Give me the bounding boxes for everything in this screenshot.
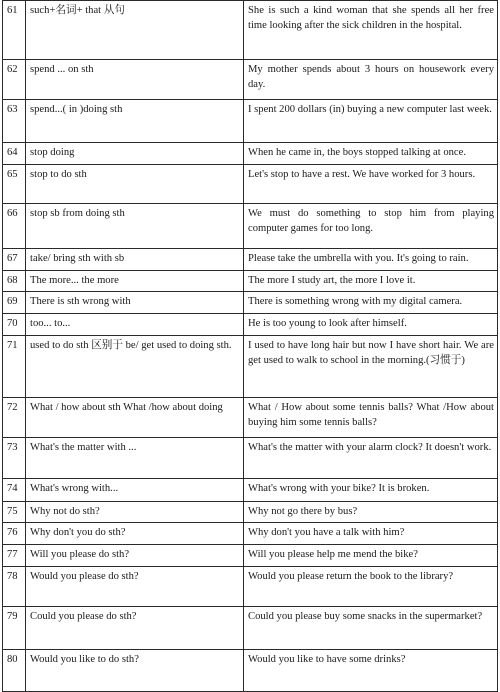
row-number: 80 (3, 650, 26, 692)
example-cell: There is something wrong with my digital camera. (244, 292, 498, 314)
phrase-cell: Will you please do sth? (26, 545, 244, 567)
row-number: 63 (3, 100, 26, 143)
row-number: 67 (3, 249, 26, 271)
row-number: 68 (3, 271, 26, 292)
table-row (3, 100, 498, 143)
example-cell: Why don't you have a talk with him? (244, 523, 498, 545)
table-row (3, 60, 498, 100)
table-row (3, 271, 498, 292)
example-cell: My mother spends about 3 hours on housework every day. (244, 60, 498, 100)
table-row (3, 249, 498, 271)
phrase-cell: Would you please do sth? (26, 567, 244, 607)
example-cell: We must do something to stop him from playing computer games for too long. (244, 204, 498, 249)
row-number: 71 (3, 336, 26, 398)
row-number: 72 (3, 398, 26, 438)
example-cell: The more I study art, the more I love it. (244, 271, 498, 292)
table-row (3, 650, 498, 692)
phrase-cell: such+名词+ that 从句 (26, 1, 244, 60)
phrase-cell: used to do sth 区别于 be/ get used to doing sth. (26, 336, 244, 398)
phrase-cell: stop to do sth (26, 165, 244, 204)
example-cell: What's wrong with your bike? It is broken. (244, 479, 498, 502)
row-number: 79 (3, 607, 26, 650)
row-number: 75 (3, 502, 26, 523)
phrase-cell: Why not do sth? (26, 502, 244, 523)
table-row (3, 398, 498, 438)
table-row (3, 336, 498, 398)
table-row (3, 567, 498, 607)
table-row (3, 502, 498, 523)
example-cell: Will you please help me mend the bike? (244, 545, 498, 567)
row-number: 62 (3, 60, 26, 100)
row-number: 65 (3, 165, 26, 204)
row-number: 69 (3, 292, 26, 314)
row-number: 66 (3, 204, 26, 249)
example-cell: What's the matter with your alarm clock? It doesn't work. (244, 438, 498, 479)
phrase-cell: stop doing (26, 143, 244, 165)
table-row (3, 314, 498, 336)
table-row (3, 143, 498, 165)
example-cell: Would you please return the book to the library? (244, 567, 498, 607)
phrase-cell: What / how about sth What /how about doing (26, 398, 244, 438)
example-cell: When he came in, the boys stopped talking at once. (244, 143, 498, 165)
row-number: 64 (3, 143, 26, 165)
example-cell: I spent 200 dollars (in) buying a new computer last week. (244, 100, 498, 143)
row-number: 73 (3, 438, 26, 479)
table-row (3, 523, 498, 545)
row-number: 77 (3, 545, 26, 567)
example-cell: She is such a kind woman that she spends all her free time looking after the sick children in the hospital. (244, 1, 498, 60)
phrase-table (2, 0, 498, 692)
example-cell: Please take the umbrella with you. It's going to rain. (244, 249, 498, 271)
row-number: 76 (3, 523, 26, 545)
example-cell: Would you like to have some drinks? (244, 650, 498, 692)
phrase-cell: What's wrong with... (26, 479, 244, 502)
phrase-cell: spend...( in )doing sth (26, 100, 244, 143)
phrase-cell: What's the matter with ... (26, 438, 244, 479)
phrase-cell: Could you please do sth? (26, 607, 244, 650)
row-number: 70 (3, 314, 26, 336)
phrase-cell: There is sth wrong with (26, 292, 244, 314)
phrase-cell: The more... the more (26, 271, 244, 292)
row-number: 78 (3, 567, 26, 607)
example-cell: Could you please buy some snacks in the supermarket? (244, 607, 498, 650)
phrase-cell: too... to... (26, 314, 244, 336)
phrase-cell: stop sb from doing sth (26, 204, 244, 249)
example-cell: Why not go there by bus? (244, 502, 498, 523)
phrase-cell: Why don't you do sth? (26, 523, 244, 545)
table-row (3, 545, 498, 567)
table-row (3, 292, 498, 314)
phrase-cell: spend ... on sth (26, 60, 244, 100)
row-number: 74 (3, 479, 26, 502)
example-cell: He is too young to look after himself. (244, 314, 498, 336)
example-cell: Let's stop to have a rest. We have worked for 3 hours. (244, 165, 498, 204)
table-row (3, 1, 498, 60)
table-row (3, 607, 498, 650)
phrase-cell: Would you like to do sth? (26, 650, 244, 692)
example-cell: What / How about some tennis balls? What /How about buying him some tennis balls? (244, 398, 498, 438)
example-cell: I used to have long hair but now I have short hair. We are get used to walk to school in the morning.(习惯于) (244, 336, 498, 398)
table-row (3, 479, 498, 502)
phrase-cell: take/ bring sth with sb (26, 249, 244, 271)
table-row (3, 165, 498, 204)
table-row (3, 438, 498, 479)
table-row (3, 204, 498, 249)
row-number: 61 (3, 1, 26, 60)
